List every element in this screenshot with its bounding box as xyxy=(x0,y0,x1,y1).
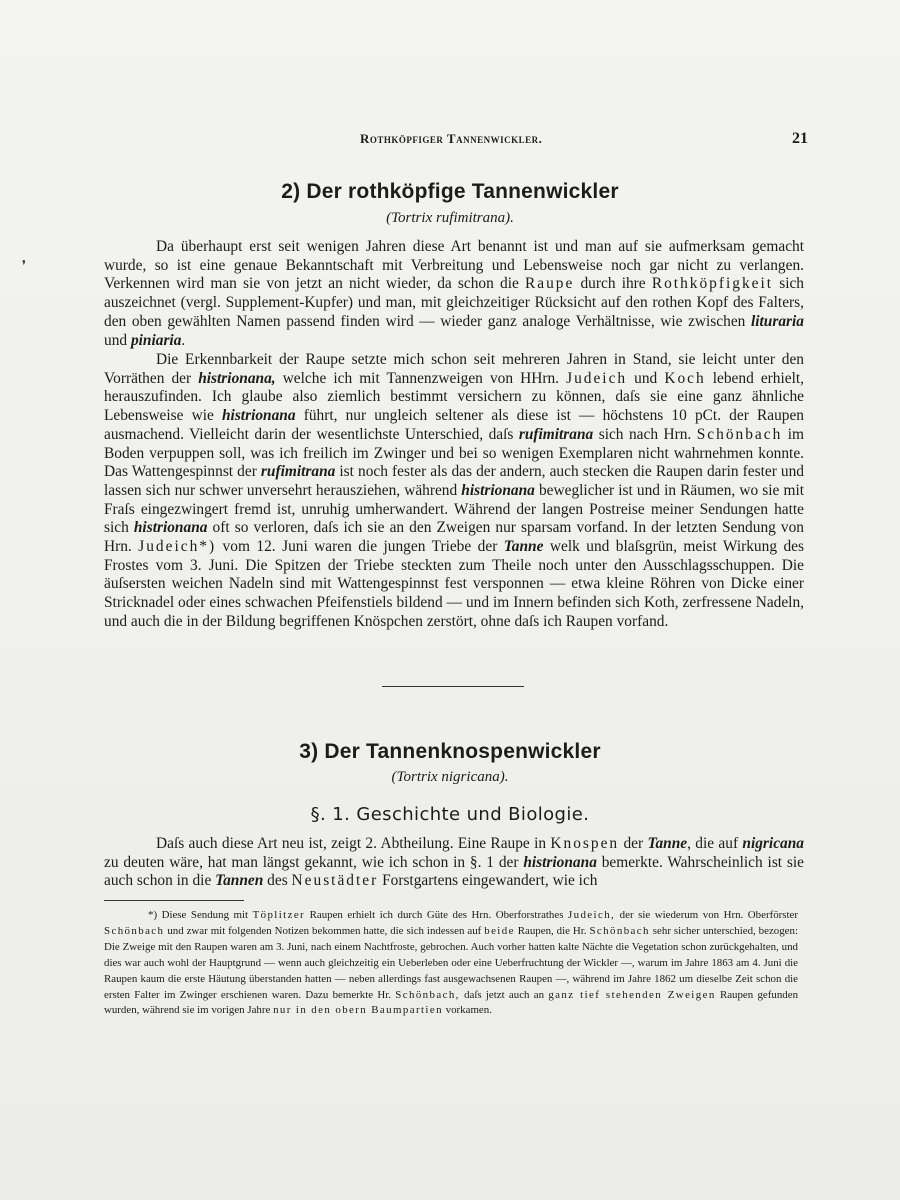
text-span: Tannen xyxy=(215,872,264,890)
text-span: rufimitrana xyxy=(518,425,594,443)
section2-paragraph-1 xyxy=(104,238,804,350)
text-span: Die Erkennbarkeit der Raupe setzte mich schon seit mehreren Jahren in Stand, sie leicht unter den Vorräthen der xyxy=(104,351,804,387)
text-span: welk und blaſsgrün, meist Wirkung des Frostes vom 3. Juni. Die Spitzen der Triebe steckten zum Theile noch unter den Ausschlagsschuppen. Die äuſsersten weichen Nadeln sind mit Wattengespinnst fest versponnen — etwa kleine Röhren von Dicke einer Stricknadel oder eines schwachen Pfeifenstiels bildend — und im Innern befinden sich Koth, zerfressene Nadeln, und auch die in der Bildung begriffenen Knöspchen zerstört, ohne daſs ich Raupen vorfand. xyxy=(104,538,804,630)
text-span: histrionana xyxy=(523,853,597,871)
section3-title: 3) Der Tannenknospenwickler xyxy=(299,740,601,763)
text-span: beweglicher ist und in Räumen, wo sie mit Fraſs eingezwingert fremd ist, unruhig umherwandert. Während der langen Postreise meiner Sendungen hatte sich xyxy=(104,481,804,537)
text-span: Tanne xyxy=(647,835,688,852)
text-span: histrionana xyxy=(133,519,208,537)
text-span: *) Diese Sendung mit xyxy=(148,909,253,921)
text-span: Judeich xyxy=(566,369,628,387)
text-span: zu deuten wäre, hat man längst gekannt, wie ich schon in §. 1 der xyxy=(104,853,524,871)
text-span: und zwar mit folgenden Notizen bekommen hatte, die sich indessen auf xyxy=(164,924,485,937)
section3-subtitle: (Tortrix nigricana). xyxy=(391,769,509,785)
text-span: Rothköpfigkeit xyxy=(651,275,774,293)
text-span: histrionana xyxy=(221,407,296,425)
text-span: vorkamen. xyxy=(442,1004,492,1017)
text-span: Raupen erhielt ich durch Güte des Hrn. Oberforstrathes xyxy=(305,909,568,921)
text-span: Judeich*) xyxy=(138,538,217,556)
margin-mark: ❜ xyxy=(22,258,26,272)
text-span: lebend erhielt, herauszufinden. Ich glaube also ziemlich bestimmt versichern zu können, daſs sie eine ganz ähnliche Lebensweise wie xyxy=(104,369,804,425)
page-number: 21 xyxy=(792,130,808,147)
text-span: sehr sicher unterschied, bezogen: Die Zweige mit den Raupen waren am 3. Juni, nach einem Nachtfroste, gebrochen. Auch vorher hatten kalte Nächte die Vegetation schon zurückgehalten, und dies war auch wohl der Hauptgrund — wenn auch gleichzeitig ein Ueberleben oder eine Ueberfruchtung der Wickler —, warum im Jahre 1863 am 4. Juni die Raupen kaum die erste Häutung überstanden hatten — neben allerdings fast ausgewachsenen Raupen —, während im Jahre 1862 um dieselbe Zeit schon die ersten Falter im Zwinger erschienen waren. Dazu bemerkte Hr. xyxy=(104,924,798,1001)
text-span: der xyxy=(619,835,648,852)
text-span: Raupen, die Hr. xyxy=(514,924,590,937)
text-span: Da überhaupt erst seit wenigen Jahren diese Art benannt ist und man auf sie aufmerksam gemacht wurde, so ist eine genaue Bekanntschaft mit Verbreitung und Lebensweise noch gar nicht zu verlangen. Verkennen wird man sie von jetzt an nicht wieder, da schon die xyxy=(104,238,804,293)
text-span: ganz tief stehenden Zweigen xyxy=(548,988,716,1001)
text-span: Daſs auch diese Art neu ist, zeigt 2. Abtheilung. Eine Raupe in xyxy=(156,835,551,852)
text-span: der sie wiederum von Hrn. Oberförster xyxy=(615,909,798,921)
text-span: vom 12. Juni waren die jungen Triebe der xyxy=(216,538,504,556)
text-span: und xyxy=(627,369,665,387)
text-span: histrionana, xyxy=(198,369,276,387)
running-head xyxy=(360,130,840,148)
text-span: bemerkte. Wahrscheinlich ist sie auch schon in die xyxy=(104,853,805,890)
text-span: führt, nur ungleich seltener als diese ist — höchstens 10 pCt. der Raupen ausmachend. Vielleicht darin der wesentlichste Unterschied, daſs xyxy=(104,407,804,443)
text-span: Tanne xyxy=(503,538,544,556)
text-span: Knospen xyxy=(550,835,620,852)
text-span: , die auf xyxy=(687,835,743,852)
text-span: Schönbach, xyxy=(395,988,460,1001)
text-span: durch ihre xyxy=(574,275,652,293)
text-span: sich nach Hrn. xyxy=(593,425,697,443)
section2-paragraph-2 xyxy=(104,351,804,632)
text-span: Raupe xyxy=(524,275,575,293)
text-span: Koch xyxy=(664,369,706,387)
text-span: Schönbach xyxy=(104,924,165,937)
text-span: welche ich mit Tannenzweigen von HHrn. xyxy=(275,369,567,387)
footnote xyxy=(104,908,798,1019)
running-head-title: Rothköpfiger Tannenwickler. xyxy=(360,131,543,146)
text-span: daſs jetzt auch an xyxy=(459,988,549,1001)
text-span: nur in den obern Baumpartien xyxy=(273,1004,443,1017)
text-span: Schönbach xyxy=(696,425,783,443)
text-span: histrionana xyxy=(461,481,535,499)
text-span: ist noch fester als das der andern, auch stecken die Raupen darin fester und lassen sich nur schwer unversehrt herausziehen, während xyxy=(104,463,804,499)
text-span: . xyxy=(181,331,186,349)
text-span: sich auszeichnet (vergl. Supplement-Kupfer) und man, mit gleichzeitiger Rücksicht auf den rothen Kopf des Falters, den oben gewählten Namen passend finden wird — wieder ganz analoge Verhältnisse, wie zwischen xyxy=(104,275,805,330)
text-span: des xyxy=(263,872,292,890)
section3-paragraph-heading: §. 1. Geschichte und Biologie. xyxy=(310,804,590,825)
text-span: und xyxy=(104,331,131,349)
text-span: Neustädter xyxy=(291,872,379,890)
text-span: Judeich, xyxy=(567,909,616,921)
text-span: Forstgartens eingewandert, wie ich xyxy=(378,872,598,890)
text-span: piniaria xyxy=(130,331,182,349)
text-span: nigricana xyxy=(742,835,804,852)
section-divider xyxy=(382,686,524,687)
text-span: im Boden verpuppen soll, was ich freilich im Zwinger und bei so wenigen Exemplaren nicht wahrnehmen konnte. Das Wattengespinnst der xyxy=(104,425,804,481)
text-span: rufimitrana xyxy=(260,463,336,481)
footnote-rule xyxy=(104,900,244,901)
text-span: oft so verloren, daſs ich sie an den Zweigen nur sparsam vorfand. In der letzten Sendung von Hrn. xyxy=(104,519,805,556)
section2-subtitle: (Tortrix rufimitrana). xyxy=(386,210,514,226)
section2-title: 2) Der rothköpfige Tannenwickler xyxy=(281,180,619,203)
text-span: Raupen gefunden wurden, während sie im vorigen Jahre xyxy=(104,988,799,1017)
text-span: Töplitzer xyxy=(252,909,306,921)
text-span: beide xyxy=(484,924,515,937)
text-span: lituraria xyxy=(750,312,804,330)
section3-paragraph-1 xyxy=(104,835,804,891)
text-span: Schönbach xyxy=(589,924,650,937)
